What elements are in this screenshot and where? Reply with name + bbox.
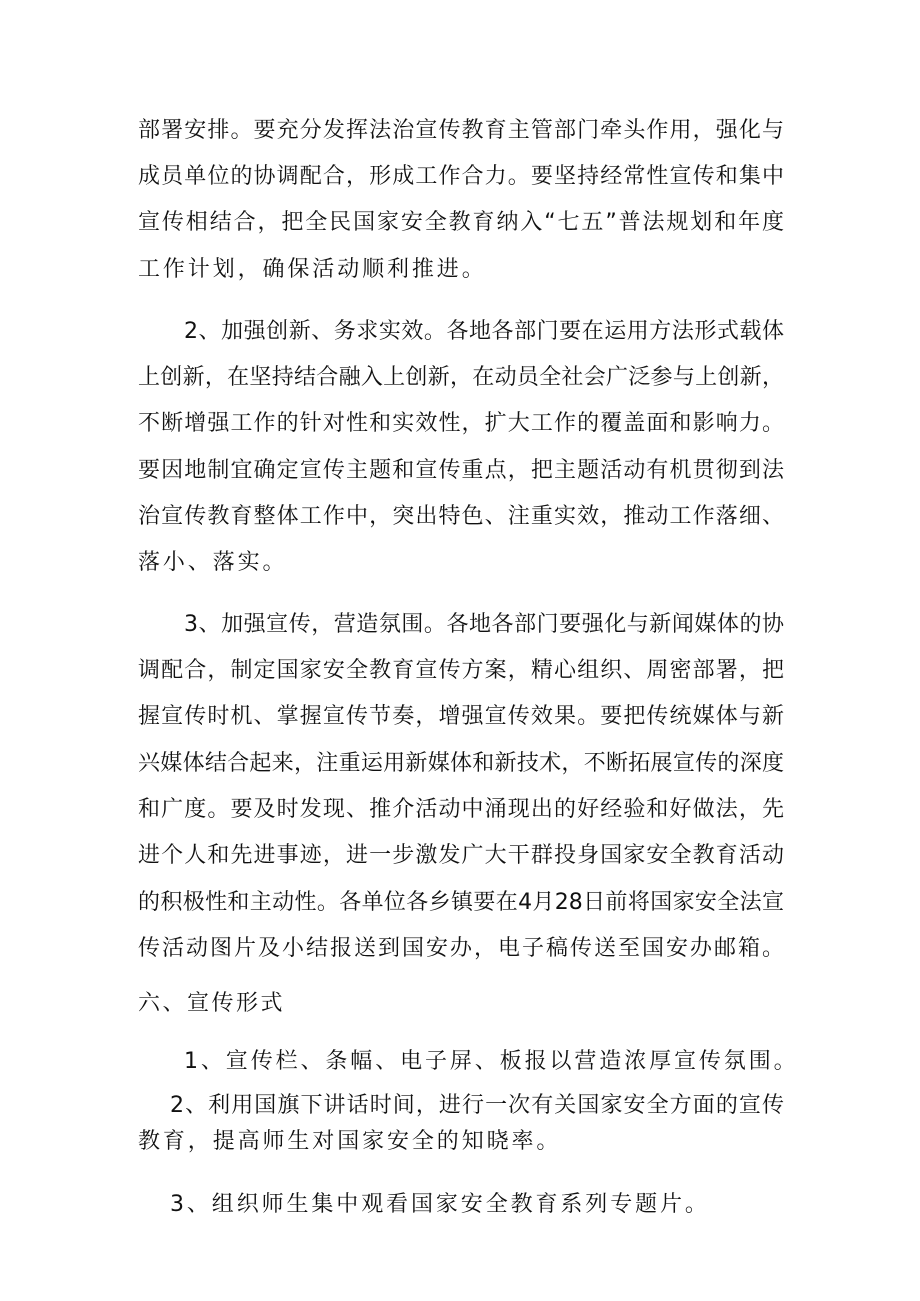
paragraph-line: 进个人和先进事迹，进一步激发广大干群投身国家安全教育活动	[138, 843, 784, 868]
paragraph-line: 兴媒体结合起来，注重运用新媒体和新技术，不断拓展宣传的深度	[138, 751, 784, 776]
paragraph-line: 要因地制宜确定宣传主题和宣传重点，把主题活动有机贯彻到法	[138, 458, 784, 483]
list-item: 教育，提高师生对国家安全的知晓率。	[138, 1129, 562, 1154]
paragraph-line: 传活动图片及小结报送到国安办，电子稿传送至国安办邮箱。	[138, 936, 784, 961]
list-item: 2、利用国旗下讲话时间，进行一次有关国家安全方面的宣传	[170, 1093, 784, 1118]
paragraph-line: 宣传相结合，把全民国家安全教育纳入“七五”普法规划和年度	[138, 210, 785, 235]
paragraph-line: 治宣传教育整体工作中，突出特色、注重实效，推动工作落细、	[138, 504, 784, 529]
paragraph-line: 部署安排。要充分发挥法治宣传教育主管部门牵头作用，强化与	[138, 118, 784, 143]
paragraph-line: 工作计划，确保活动顺利推进。	[138, 257, 487, 282]
paragraph-line: 2、加强创新、务求实效。各地各部门要在运用方法形式载体	[184, 319, 784, 344]
list-item: 1、宣传栏、条幅、电子屏、板报以营造浓厚宣传氛围。	[184, 1049, 799, 1074]
paragraph-line: 和广度。要及时发现、推介活动中涌现出的好经验和好做法，先	[138, 797, 784, 822]
paragraph-line: 成员单位的协调配合，形成工作合力。要坚持经常性宣传和集中	[138, 164, 784, 189]
paragraph-line: 不断增强工作的针对性和实效性，扩大工作的覆盖面和影响力。	[138, 411, 784, 436]
paragraph-line: 上创新，在坚持结合融入上创新，在动员全社会广泛参与上创新，	[138, 365, 784, 390]
paragraph-line: 的积极性和主动性。各单位各乡镇要在4月28日前将国家安全法宣	[138, 890, 784, 915]
section-heading: 六、宣传形式	[138, 991, 286, 1016]
list-item: 3、组织师生集中观看国家安全教育系列专题片。	[170, 1192, 710, 1217]
paragraph-line: 调配合，制定国家安全教育宣传方案，精心组织、周密部署，把	[138, 658, 784, 683]
paragraph-line: 握宣传时机、掌握宣传节奏，增强宣传效果。要把传统媒体与新	[138, 704, 784, 729]
paragraph-line: 3、加强宣传，营造氛围。各地各部门要强化与新闻媒体的协	[184, 612, 784, 637]
paragraph-line: 落小、落实。	[138, 550, 288, 575]
